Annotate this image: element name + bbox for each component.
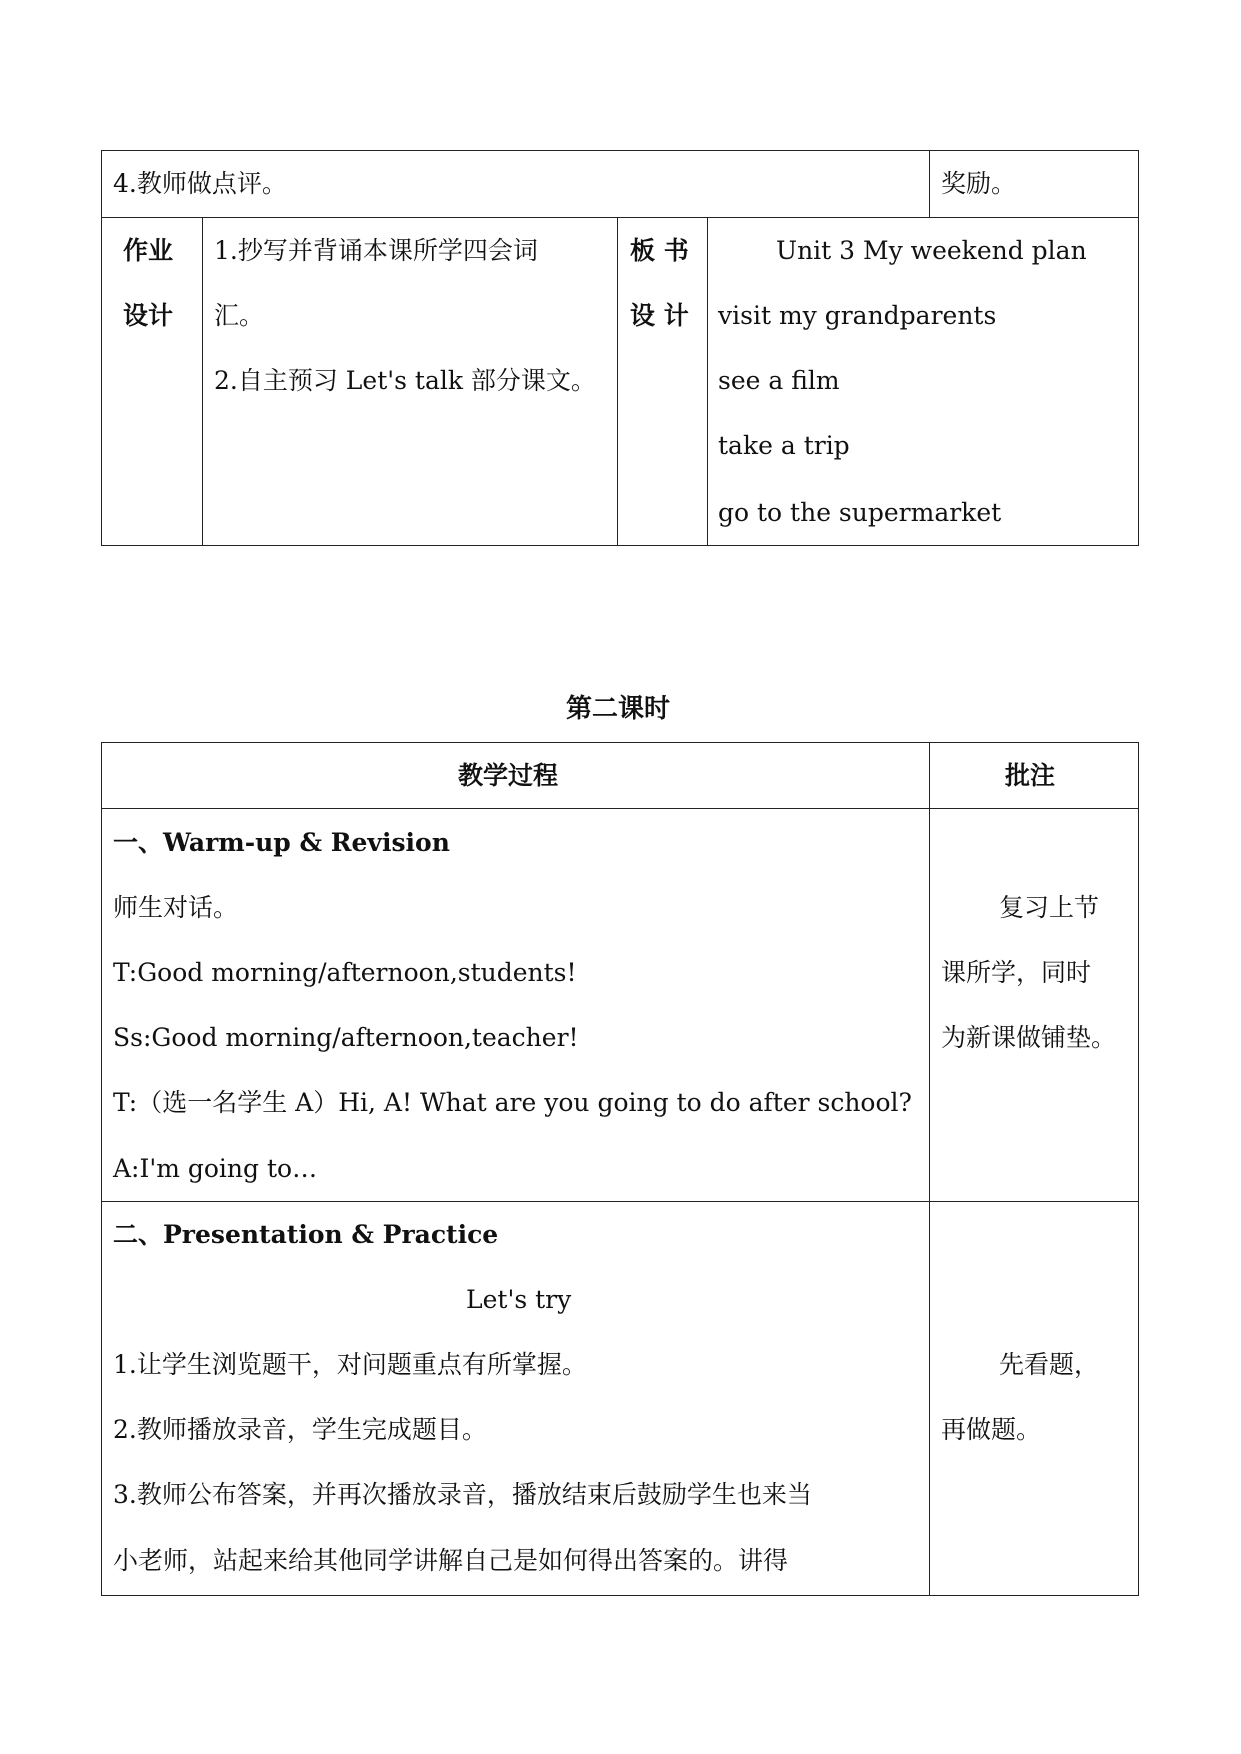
section-1-note: 为新课做铺垫。: [941, 1023, 1117, 1052]
top-table-col-divider-notes: [929, 150, 930, 217]
section-1-line: T:（选一名学生 A）Hi, A! What are you going to do after school?: [113, 1088, 912, 1117]
section-2-line: 1.让学生浏览题干，对问题重点有所掌握。: [113, 1350, 587, 1379]
homework-line-2: 汇。: [214, 301, 265, 330]
lesson-table-col-divider: [929, 742, 930, 1596]
board-item: go to the supermarket: [718, 498, 1002, 527]
board-item: take a trip: [718, 431, 850, 460]
section-1-heading: 一、Warm-up & Revision: [113, 828, 450, 857]
top-table-row-divider: [101, 217, 1139, 218]
section-1-note: 复习上节: [999, 893, 1100, 922]
lesson-title: 第二课时: [566, 694, 671, 724]
homework-line-1: 1.抄写并背诵本课所学四会词: [214, 236, 538, 265]
section-2-subheading: Let's try: [466, 1285, 572, 1314]
section-1-line: Ss:Good morning/afternoon,teacher!: [113, 1023, 579, 1052]
section-2-note: 先看题，: [999, 1350, 1100, 1379]
section-2-line: 3.教师公布答案，并再次播放录音，播放结束后鼓励学生也来当: [113, 1480, 812, 1509]
section-2-note: 再做题。: [941, 1415, 1042, 1444]
homework-line-3: 2.自主预习 Let's talk 部分课文。: [214, 366, 596, 395]
section-1-line: T:Good morning/afternoon,students!: [113, 958, 577, 987]
section-1-line: A:I'm going to…: [113, 1154, 318, 1183]
header-teaching-process: 教学过程: [458, 761, 559, 790]
homework-header-2: 设计: [123, 301, 174, 330]
homework-header-1: 作业: [123, 236, 174, 265]
board-item: see a film: [718, 366, 840, 395]
lesson-table-header-divider: [101, 808, 1139, 809]
top-table-col-divider-3: [707, 217, 708, 546]
section-1-note: 课所学，同时: [941, 958, 1092, 987]
top-table: [101, 150, 1139, 546]
section-2-line: 小老师，站起来给其他同学讲解自己是如何得出答案的。讲得: [113, 1546, 789, 1575]
header-notes: 批注: [1005, 761, 1056, 790]
top-table-col-divider-1: [202, 217, 203, 546]
board-item: visit my grandparents: [718, 301, 997, 330]
lesson-table-section-divider: [101, 1201, 1139, 1202]
board-title: Unit 3 My weekend plan: [776, 236, 1087, 265]
section-2-heading: 二、Presentation & Practice: [113, 1220, 499, 1249]
section-2-line: 2.教师播放录音，学生完成题目。: [113, 1415, 487, 1444]
board-header-1: 板 书: [630, 236, 689, 265]
step-4-text: 4.教师做点评。: [113, 169, 287, 198]
section-1-line: 师生对话。: [113, 893, 239, 922]
reward-note: 奖励。: [941, 169, 1017, 198]
board-header-2: 设 计: [630, 301, 689, 330]
top-table-col-divider-2: [617, 217, 618, 546]
